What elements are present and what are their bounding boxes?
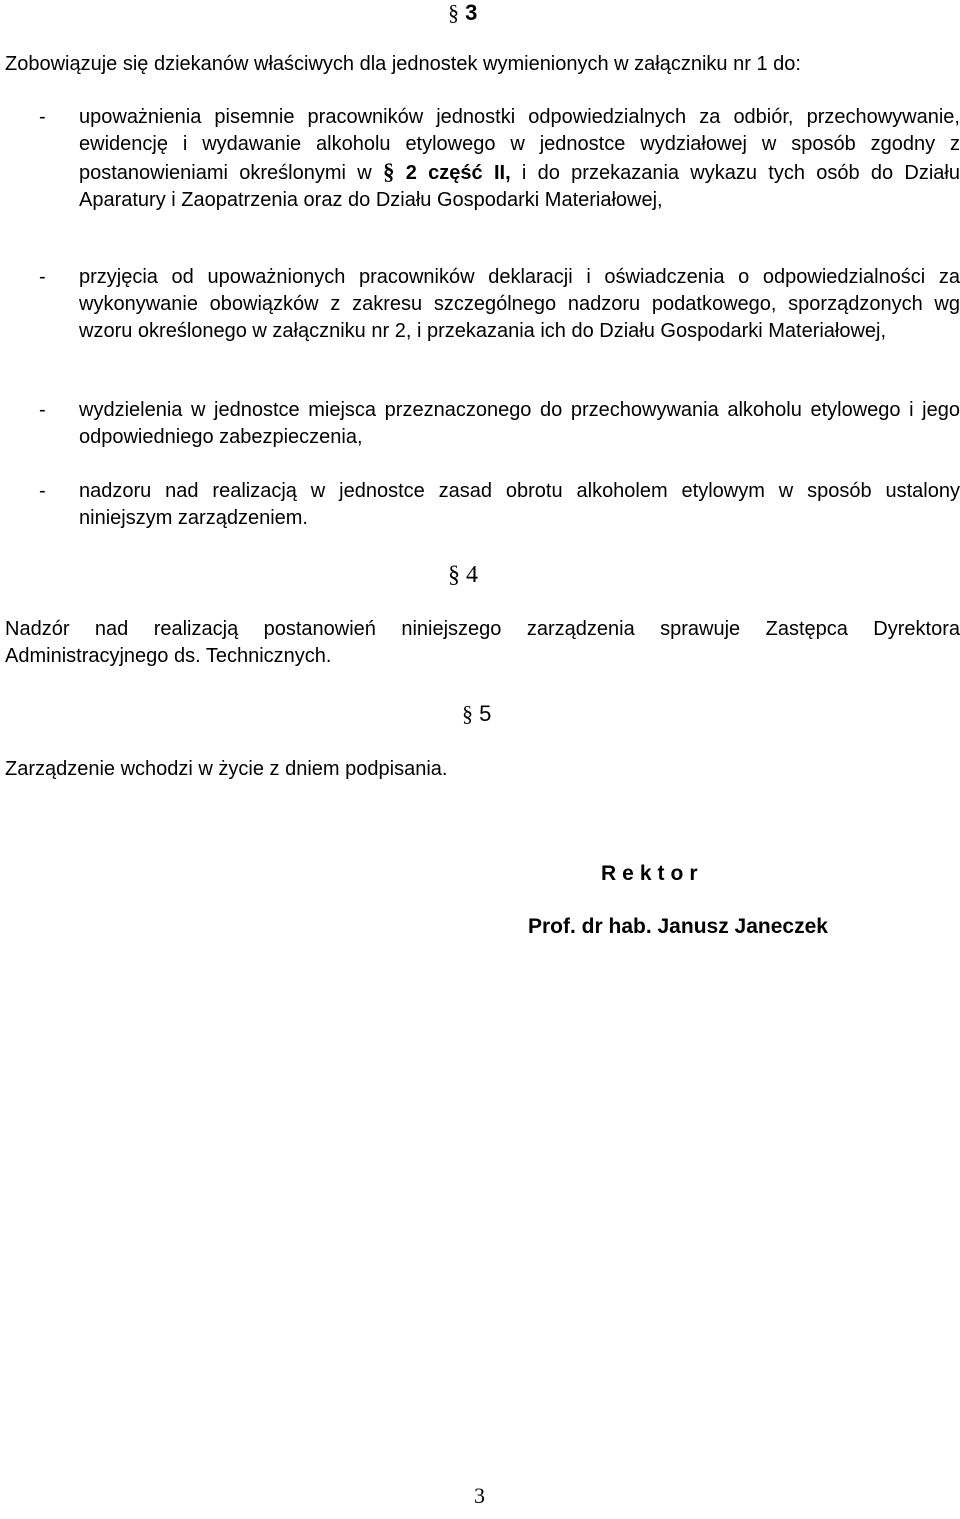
section-heading-3 [448, 0, 477, 26]
list-item-text-part: i do przekazania wykazu tych osób do Działu Aparatury i Zaopatrzenia oraz do Działu Gospodarki Materiałowej, [79, 162, 960, 211]
section-heading-5 [462, 701, 491, 727]
list-item-text-part: upoważnienia pisemnie pracowników jednostki odpowiedzialnych za odbiór, przechowywanie, ewidencję i wydawanie alkoholu etylowego w jednostce wydziałowej w sposób zgodny z postanowieniami określonymi w [79, 106, 960, 184]
list-item-text [79, 104, 960, 214]
section-sign-icon: § [462, 701, 473, 726]
list-marker: - [39, 399, 46, 421]
list-item-text: nadzoru nad realizacją w jednostce zasad obrotu alkoholem etylowym w sposób ustalony niniejszym zarządzeniem. [79, 480, 960, 529]
list-marker: - [39, 480, 46, 502]
signature-role: Rektor [601, 862, 704, 885]
section-reference [382, 159, 511, 184]
section-reference-label: 2 część II, [394, 162, 511, 184]
effective-date-paragraph: Zarządzenie wchodzi w życie z dniem podpisania. [5, 758, 448, 780]
section-sign-icon: § [382, 159, 395, 184]
list-marker: - [39, 106, 46, 128]
signature-name: Prof. dr hab. Janusz Janeczek [528, 915, 828, 938]
supervision-paragraph: Nadzór nad realizacją postanowień niniejszego zarządzenia sprawuje Zastępca Dyrektora Administracyjnego ds. Technicznych. [5, 618, 960, 667]
section-number: 4 [466, 562, 478, 588]
page-number: 3 [474, 1483, 485, 1508]
section-sign-icon: § [448, 0, 459, 25]
section-number: 5 [479, 701, 492, 726]
list-item-text: wydzielenia w jednostce miejsca przeznaczonego do przechowywania alkoholu etylowego i jego odpowiedniego zabezpieczenia, [79, 399, 960, 448]
section-sign-icon: § [448, 562, 460, 588]
list-marker: - [39, 266, 46, 288]
section-number: 3 [465, 0, 478, 25]
list-item-text: przyjęcia od upoważnionych pracowników deklaracji i oświadczenia o odpowiedzialności za wykonywanie obowiązków z zakresu szczególnego nadzoru podatkowego, sporządzonych wg wzoru określonego w załączniku nr 2, i przekazania ich do Działu Gospodarki Materiałowej, [79, 266, 960, 342]
section-heading-4 [448, 562, 478, 589]
intro-paragraph: Zobowiązuje się dziekanów właściwych dla jednostek wymienionych w załączniku nr 1 do: [5, 53, 801, 75]
